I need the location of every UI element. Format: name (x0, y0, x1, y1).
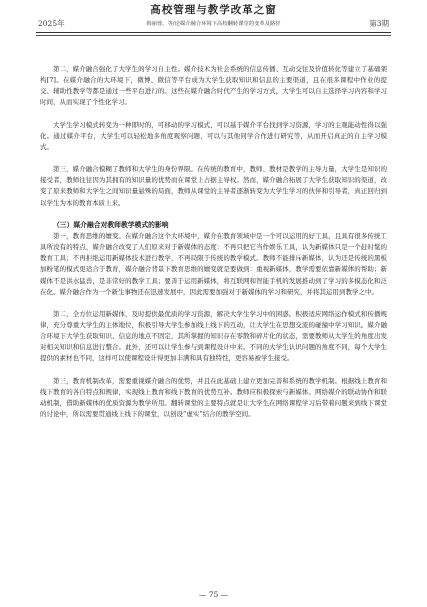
page-number: — 75 — (198, 590, 229, 599)
header-rule-thin (36, 35, 391, 36)
paragraph: 第二，媒介融合强化了大学生的学习自主性。媒介技术为社会系统的信息传播、互动交往及价值转化等建立了基础架构[7]。在媒介融合的大环境下，微博、微信等平台成为大学生获取知识和信息的主要渠道，且在很多课程中作业的提交、辅助性教学等都是通过一些平台进行的。这些在媒介融合时代产生的学习方式，大学生可以自主选择学习内容和学习时间，从而实现了个性化学习。 (40, 65, 387, 107)
issue-year: 2025年 (38, 19, 65, 28)
journal-title: 高校管理与教学改革之窗 (150, 4, 277, 16)
article-body (40, 64, 387, 420)
running-head-author: 韩丽蓉，等/论媒介融合环境下高校翻转课堂的变革及路径 (146, 21, 281, 27)
paragraph: 第三，媒介融合模糊了教师和大学生的身份界限。在传统的教育中，教师、教材是教学的主导力量，大学生是知识的接受者，教师往往因为其拥有的知识量的优势而在课堂上占据主导权。然而，媒介融合拓展了大学生获取知识的渠道，改变了原来教师和大学生之间知识量悬殊的局面，教师从课堂的主导者逐渐转变为大学生学习的伙伴和引导者，真正回归到以学生为本的教育本质上来。 (40, 165, 387, 207)
paragraph: 大学生学习模式转变为一种即时的，可移动的学习模式，可以基于媒介平台找到学习资源，学习的主观能动性得以强化。通过媒介平台，大学生可以轻松地多角度观察问题，可以与其他同学合作进行研究等，从而开启真正的自主学习模式。 (40, 120, 387, 151)
issue-number: 第3期 (369, 19, 389, 28)
paragraph: 第三，教育机制改革，需要重视媒介融合的优势，并且在此基础上建立更加完善和系统的教学机制。根据线上教育和线下教育的各自特点和规律，实现线上教育和线下教育的优势互补。教师应积极探索与新媒体、网络媒介的联动协作和联动机制，借助新媒体的优质资源为教学所用。翻转课堂的主要特点就是让大学生在网络课程学习后带着问题来到线下课堂的讨论中，所以需要贯通线上线下的课堂，以创设“虚实”结合的教学空间。 (40, 376, 387, 419)
header-rule (36, 32, 391, 33)
paragraph: 第二，全方位运用新媒体，及时提供最优质的学习资源，解决大学生学习中的困惑。积极适应网络运作模式和传播规律，充分尊重大学生的主体地位，积极引导大学生参加线上线下的互动，让大学生在思想交流的碰撞中学习知识。媒介融合环境下大学生获取知识、信息的地点不固定，其所掌握的知识存在零散和碎片化的状态，需要教师从大学生的角度出发对相关知识和信息进行整合。此外，还可以让学生参与到课程设计中来。不同的大学生认识问题的角度不同，每个大学生提供的素材也不同，这样可以使课程设计得更加丰满和具有独特性，更容易被学生接受。 (40, 309, 387, 363)
section-subheading: （三）媒介融合对教师教学模式的影响 (53, 220, 169, 229)
header-meta (38, 18, 389, 32)
paragraph: 第一，教育思维的嬗变。在媒介融合这个大环境中，媒介在教育领域中是一个可以运用的好工具，且具有很多传统工具所没有的特点，媒介融合改变了人们原来对于新媒体的态度：不再只把它当作娱乐工具，认为新媒体只是一个赶时髦的教育工具；不再拒绝运用新媒体技术进行教学，不再局限于传统的教学模式。教师不能排斥新媒体，认为还是传统的黑板加粉笔的模式更适合于教育，媒介融合背景下教育思维的嬗变就是要做到：重视新媒体，教学需要依靠新媒体的帮助；新媒体不是洪水猛兽，是非常好的教学工具；要善于运用新媒体，将互联网和智能手机的发展推动到了学习的多模态化和泛在化。媒介融合作为一个新生事物还在迅速发展中，因此需要加强对于新媒体的学习和研究，并将其运用到教学之中。 (40, 231, 387, 296)
